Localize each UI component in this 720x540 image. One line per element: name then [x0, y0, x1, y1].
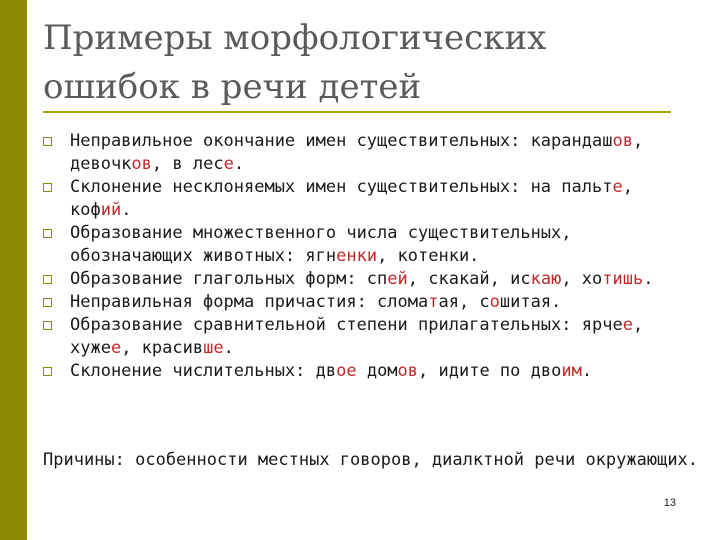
highlighted-ending: ов [612, 131, 633, 151]
reasons-text: Причины: особенности местных говоров, диалктной речи окружающих. [43, 450, 699, 470]
bullet-text: Неправильная форма причастия: слома [70, 292, 429, 312]
bullet-text: ая, с [438, 292, 490, 312]
accent-bar [0, 0, 27, 540]
bullet-item [43, 130, 693, 176]
highlighted-ending: ше [203, 338, 224, 358]
bullet-text: , красив [121, 338, 204, 358]
highlighted-ending: им [561, 361, 582, 381]
highlighted-ending: е [612, 177, 623, 197]
highlighted-ending: т [428, 292, 439, 312]
highlighted-ending: каю [530, 269, 562, 289]
bullet-text: Склонение несклоняемых имен существительных: на пальт [70, 177, 613, 197]
bullet-text: шитая. [499, 292, 562, 312]
square-bullet-icon [43, 229, 52, 238]
bullet-text: Образование множественного числа существительных, обозначающих животных: ягн [70, 223, 572, 266]
title-divider [43, 111, 671, 113]
square-bullet-icon [43, 298, 52, 307]
square-bullet-icon [43, 275, 52, 284]
highlighted-ending: енки [336, 246, 378, 266]
bullet-text: , идите по дво [418, 361, 562, 381]
square-bullet-icon [43, 321, 52, 330]
bullet-text: Склонение числительных: дв [70, 361, 337, 381]
bullet-item [43, 360, 693, 383]
bullet-list [43, 130, 693, 383]
bullet-text: дом [356, 361, 398, 381]
bullet-text: . [223, 338, 234, 358]
bullet-text: . [643, 269, 654, 289]
square-bullet-icon [43, 137, 52, 146]
highlighted-ending: е [223, 154, 234, 174]
highlighted-ending: ей [387, 269, 408, 289]
highlighted-ending: ов [131, 154, 152, 174]
bullet-text: , в лес [151, 154, 224, 174]
bullet-text: . [233, 154, 245, 174]
highlighted-ending: тишь [602, 269, 644, 289]
bullet-item [43, 222, 693, 268]
bullet-item [43, 291, 693, 314]
bullet-item [43, 314, 693, 360]
bullet-text: , котенки. [377, 246, 480, 266]
highlighted-ending: ий [100, 200, 122, 220]
slide-title: Примеры морфологических ошибок в речи детей [43, 18, 547, 107]
square-bullet-icon [43, 367, 52, 376]
bullet-item [43, 268, 693, 291]
highlighted-ending: ов [397, 361, 419, 381]
bullet-text: Образование глагольных форм: сп [70, 269, 388, 289]
highlighted-ending: о [489, 292, 500, 312]
square-bullet-icon [43, 183, 52, 192]
bullet-item [43, 176, 693, 222]
bullet-text: Неправильное окончание имен существительных: карандаш [70, 131, 613, 151]
bullet-text: Образование сравнительной степени прилагательных: ярче [70, 315, 623, 335]
bullet-text: , девочк [70, 131, 644, 174]
bullet-text: . [581, 361, 593, 381]
highlighted-ending: ое [336, 361, 357, 381]
bullet-text: , хо [561, 269, 603, 289]
bullet-text: , скакай, ис [407, 269, 531, 289]
bullet-text: , хуже [70, 315, 644, 358]
bullet-text: , коф [70, 177, 633, 220]
bullet-text: . [121, 200, 132, 220]
highlighted-ending: е [622, 315, 633, 335]
highlighted-ending: е [110, 338, 122, 358]
page-number: 13 [663, 497, 676, 509]
